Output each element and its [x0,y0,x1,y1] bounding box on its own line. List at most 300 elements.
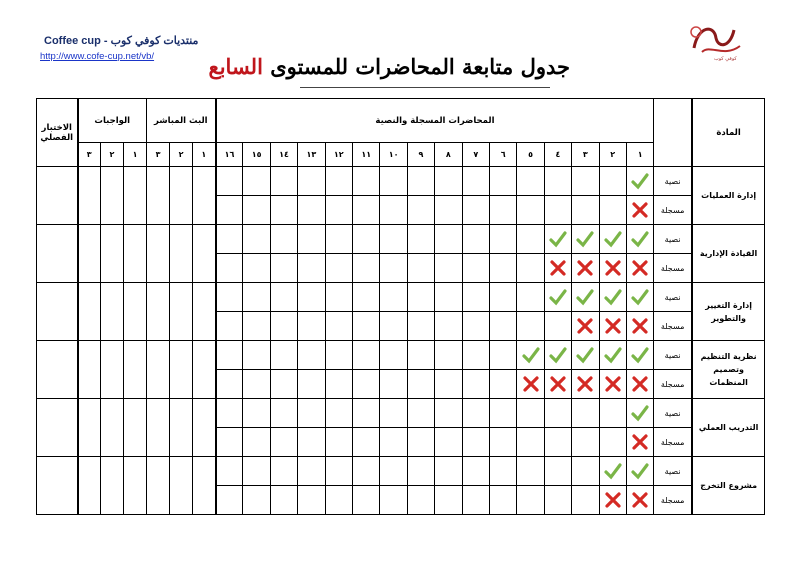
lecture-cell [626,283,653,312]
subject-name: نظرية التنظيم وتصميم المنظمات [692,341,765,399]
lecture-cell [270,254,297,283]
cross-icon [604,259,622,277]
lecture-cell [599,196,626,225]
lecture-cell [407,457,434,486]
lecture-number: ١ [626,143,653,167]
homework-cell [124,399,147,457]
lecture-cell [435,370,462,399]
homework-cell [78,457,101,515]
lecture-cell [325,283,352,312]
lecture-cell [517,312,544,341]
cross-icon [631,433,649,451]
live-cell [170,399,193,457]
cross-icon [631,375,649,393]
lecture-cell [462,167,489,196]
lecture-cell [380,196,407,225]
lecture-cell [407,486,434,515]
col-header-final-exam: الاختبار الفصلي [37,99,78,167]
cross-icon [522,375,540,393]
live-cell [170,283,193,341]
lecture-number: ٢ [599,143,626,167]
lecture-cell [216,225,243,254]
cross-icon [604,375,622,393]
site-name: Coffee cup - منتديات كوفي كوب [44,35,199,47]
lecture-cell [489,457,516,486]
live-cell [170,457,193,515]
lecture-number: ١٤ [270,143,297,167]
lecture-cell [599,283,626,312]
lecture-cell [298,225,325,254]
lecture-cell [517,486,544,515]
check-icon [631,288,649,306]
lecture-cell [489,428,516,457]
lecture-cell [353,457,380,486]
site-url-link[interactable]: http://www.cofe-cup.net/vb/ [40,51,155,62]
lecture-cell [626,196,653,225]
check-icon [549,288,567,306]
lecture-cell [298,399,325,428]
lecture-cell [572,341,599,370]
lecture-cell [325,225,352,254]
cross-icon [631,317,649,335]
lecture-cell [216,399,243,428]
logo-text: كوفي كوب [714,56,737,62]
lecture-cell [462,370,489,399]
homework-cell [124,341,147,399]
lecture-cell [243,167,270,196]
live-cell [193,341,216,399]
check-icon [604,462,622,480]
check-icon [631,230,649,248]
lecture-cell [298,167,325,196]
lecture-cell [353,254,380,283]
lecture-cell [380,283,407,312]
live-cell [193,457,216,515]
homework-cell [78,225,101,283]
homework-cell [124,457,147,515]
lecture-number: ٣ [572,143,599,167]
lecture-cell [572,225,599,254]
lecture-cell [243,225,270,254]
lecture-cell [243,486,270,515]
check-icon [576,288,594,306]
lecture-cell [216,196,243,225]
lecture-cell [435,312,462,341]
lecture-cell [353,399,380,428]
lecture-cell [462,225,489,254]
title-underline [300,87,550,88]
lecture-cell [626,225,653,254]
lecture-cell [517,167,544,196]
lecture-cell [216,341,243,370]
col-header-blank [654,99,692,167]
check-icon [549,230,567,248]
row-type-label: مسجلة [654,312,692,341]
lecture-number: ١٠ [380,143,407,167]
homework-number: ٣ [78,143,101,167]
lecture-cell [572,399,599,428]
col-header-live: البث المباشر [147,99,216,143]
row-type-label: مسجلة [654,486,692,515]
row-type-label: مسجلة [654,254,692,283]
lecture-cell [489,225,516,254]
homework-cell [124,167,147,225]
lecture-cell [243,196,270,225]
live-cell [193,225,216,283]
lecture-cell [462,283,489,312]
live-cell [147,341,170,399]
lecture-cell [517,283,544,312]
lecture-cell [626,312,653,341]
subject-name: التدريب العملي [692,399,765,457]
cross-icon [549,259,567,277]
lecture-cell [544,312,571,341]
lecture-cell [216,457,243,486]
lecture-cell [517,457,544,486]
check-icon [576,230,594,248]
lecture-number: ١٢ [325,143,352,167]
lecture-number: ٩ [407,143,434,167]
lecture-cell [298,457,325,486]
lecture-cell [243,254,270,283]
live-cell [147,167,170,225]
check-icon [604,346,622,364]
lecture-cell [270,225,297,254]
lecture-cell [626,486,653,515]
lecture-cell [407,283,434,312]
lecture-cell [325,196,352,225]
lecture-cell [626,457,653,486]
final-exam-cell [37,283,78,341]
table-row [37,225,765,254]
check-icon [631,462,649,480]
col-header-lectures: المحاضرات المسجلة والنصية [216,99,654,143]
lecture-cell [544,341,571,370]
lecture-cell [270,341,297,370]
homework-cell [101,457,124,515]
lecture-cell [435,283,462,312]
lecture-cell [626,370,653,399]
lecture-cell [544,254,571,283]
lecture-cell [599,428,626,457]
lecture-cell [243,312,270,341]
check-icon [604,288,622,306]
subject-name: إدارة التغيير والتطوير [692,283,765,341]
homework-cell [101,341,124,399]
live-number: ٢ [170,143,193,167]
lecture-number: ٤ [544,143,571,167]
lecture-cell [599,312,626,341]
lecture-cell [517,225,544,254]
page-title [208,54,570,79]
lecture-cell [517,341,544,370]
lecture-cell [380,457,407,486]
lecture-cell [544,283,571,312]
lecture-cell [325,399,352,428]
live-cell [147,225,170,283]
live-cell [193,399,216,457]
lecture-cell [435,196,462,225]
lecture-cell [353,225,380,254]
lecture-cell [298,254,325,283]
homework-cell [78,399,101,457]
check-icon [604,230,622,248]
lecture-cell [216,254,243,283]
check-icon [631,172,649,190]
cross-icon [576,317,594,335]
lecture-cell [435,254,462,283]
lecture-cell [435,486,462,515]
live-number: ١ [193,143,216,167]
page-title-main: جدول متابعة المحاضرات للمستوى [270,54,570,79]
lecture-number: ١٦ [216,143,243,167]
lecture-cell [325,254,352,283]
lecture-cell [626,399,653,428]
lecture-cell [243,370,270,399]
lecture-cell [270,486,297,515]
lecture-cell [544,457,571,486]
lecture-cell [517,399,544,428]
lecture-cell [407,167,434,196]
homework-cell [101,283,124,341]
lecture-cell [599,341,626,370]
cross-icon [576,259,594,277]
col-header-homework: الواجبات [78,99,147,143]
lecture-cell [599,486,626,515]
lecture-cell [626,254,653,283]
check-icon [549,346,567,364]
lecture-cell [298,428,325,457]
cross-icon [631,259,649,277]
lecture-cell [353,486,380,515]
lecture-cell [489,254,516,283]
lecture-cell [572,486,599,515]
lecture-cell [270,167,297,196]
lecture-cell [462,254,489,283]
subject-name: إدارة العمليات [692,167,765,225]
live-cell [170,167,193,225]
lecture-cell [270,196,297,225]
lecture-cell [599,457,626,486]
lecture-cell [462,196,489,225]
lecture-number: ١٣ [298,143,325,167]
lecture-cell [462,341,489,370]
final-exam-cell [37,225,78,283]
lecture-cell [435,399,462,428]
lecture-cell [270,399,297,428]
row-type-label: نصية [654,283,692,312]
lecture-cell [572,457,599,486]
row-type-label: نصية [654,167,692,196]
lecture-cell [353,167,380,196]
lecture-cell [544,399,571,428]
lecture-cell [572,312,599,341]
check-icon [522,346,540,364]
lecture-cell [353,283,380,312]
lecture-cell [599,167,626,196]
cross-icon [604,317,622,335]
row-type-label: مسجلة [654,370,692,399]
lecture-cell [572,370,599,399]
row-type-label: نصية [654,225,692,254]
homework-number: ٢ [101,143,124,167]
lecture-number: ٦ [489,143,516,167]
live-cell [147,399,170,457]
lecture-cell [353,428,380,457]
lecture-cell [544,225,571,254]
lecture-cell [353,196,380,225]
lecture-cell [243,428,270,457]
lecture-cell [380,254,407,283]
lecture-cell [243,457,270,486]
lecture-cell [216,283,243,312]
table-row [37,399,765,428]
lecture-cell [489,341,516,370]
lecture-cell [489,486,516,515]
lecture-cell [572,254,599,283]
lecture-number: ٨ [435,143,462,167]
final-exam-cell [37,167,78,225]
lecture-cell [325,312,352,341]
live-cell [147,283,170,341]
live-cell [147,457,170,515]
lecture-cell [544,196,571,225]
final-exam-cell [37,341,78,399]
lecture-cell [353,341,380,370]
lecture-cell [298,312,325,341]
row-type-label: نصية [654,399,692,428]
check-icon [576,346,594,364]
row-type-label: نصية [654,341,692,370]
subject-name: مشروع التخرج [692,457,765,515]
lecture-cell [462,428,489,457]
lecture-cell [353,312,380,341]
lecture-cell [380,399,407,428]
lecture-number: ٥ [517,143,544,167]
lecture-cell [599,254,626,283]
homework-cell [101,225,124,283]
homework-cell [124,225,147,283]
table-row [37,457,765,486]
cross-icon [604,491,622,509]
lecture-cell [435,428,462,457]
lecture-cell [489,196,516,225]
lecture-cell [407,196,434,225]
lecture-cell [353,370,380,399]
cross-icon [631,201,649,219]
lecture-cell [325,457,352,486]
lecture-cell [407,428,434,457]
live-number: ٣ [147,143,170,167]
row-type-label: مسجلة [654,428,692,457]
final-exam-cell [37,399,78,457]
lecture-cell [462,312,489,341]
cross-icon [576,375,594,393]
homework-number: ١ [124,143,147,167]
lecture-cell [489,399,516,428]
lecture-cell [325,370,352,399]
lecture-cell [489,167,516,196]
lecture-cell [407,399,434,428]
row-type-label: مسجلة [654,196,692,225]
lecture-cell [489,312,516,341]
lecture-cell [572,283,599,312]
live-cell [170,341,193,399]
check-icon [631,404,649,422]
lecture-cell [270,312,297,341]
homework-cell [124,283,147,341]
homework-cell [101,399,124,457]
lecture-cell [489,370,516,399]
lecture-number: ١٥ [243,143,270,167]
lecture-cell [544,428,571,457]
lecture-cell [243,399,270,428]
lecture-cell [298,341,325,370]
row-type-label: نصية [654,457,692,486]
lecture-number: ٧ [462,143,489,167]
lecture-cell [544,370,571,399]
lecture-cell [325,167,352,196]
lecture-cell [462,399,489,428]
lecture-cell [298,486,325,515]
lecture-cell [270,428,297,457]
lecture-cell [380,370,407,399]
check-icon [631,346,649,364]
lecture-cell [380,428,407,457]
lecture-cell [216,486,243,515]
final-exam-cell [37,457,78,515]
lecture-cell [407,225,434,254]
lecture-cell [517,428,544,457]
lecture-cell [462,457,489,486]
lecture-cell [216,428,243,457]
live-cell [193,167,216,225]
site-logo [684,18,748,62]
lecture-cell [407,254,434,283]
lecture-cell [380,486,407,515]
col-header-subject: المادة [692,99,765,167]
homework-cell [78,167,101,225]
lecture-cell [572,167,599,196]
lecture-cell [544,167,571,196]
lecture-number: ١١ [353,143,380,167]
lecture-cell [216,370,243,399]
lecture-cell [298,370,325,399]
lecture-cell [435,167,462,196]
lecture-cell [270,457,297,486]
lecture-cell [572,428,599,457]
lecture-tracking-table [36,98,765,515]
lecture-cell [298,283,325,312]
lecture-cell [407,370,434,399]
lecture-cell [544,486,571,515]
table-row [37,341,765,370]
lecture-cell [380,312,407,341]
lecture-cell [517,254,544,283]
lecture-cell [270,283,297,312]
lecture-cell [435,225,462,254]
lecture-cell [489,283,516,312]
live-cell [193,283,216,341]
lecture-cell [462,486,489,515]
lecture-cell [407,341,434,370]
live-cell [170,225,193,283]
table-row [37,283,765,312]
lecture-cell [572,196,599,225]
lecture-cell [407,312,434,341]
homework-cell [78,341,101,399]
subject-name: القيادة الإدارية [692,225,765,283]
